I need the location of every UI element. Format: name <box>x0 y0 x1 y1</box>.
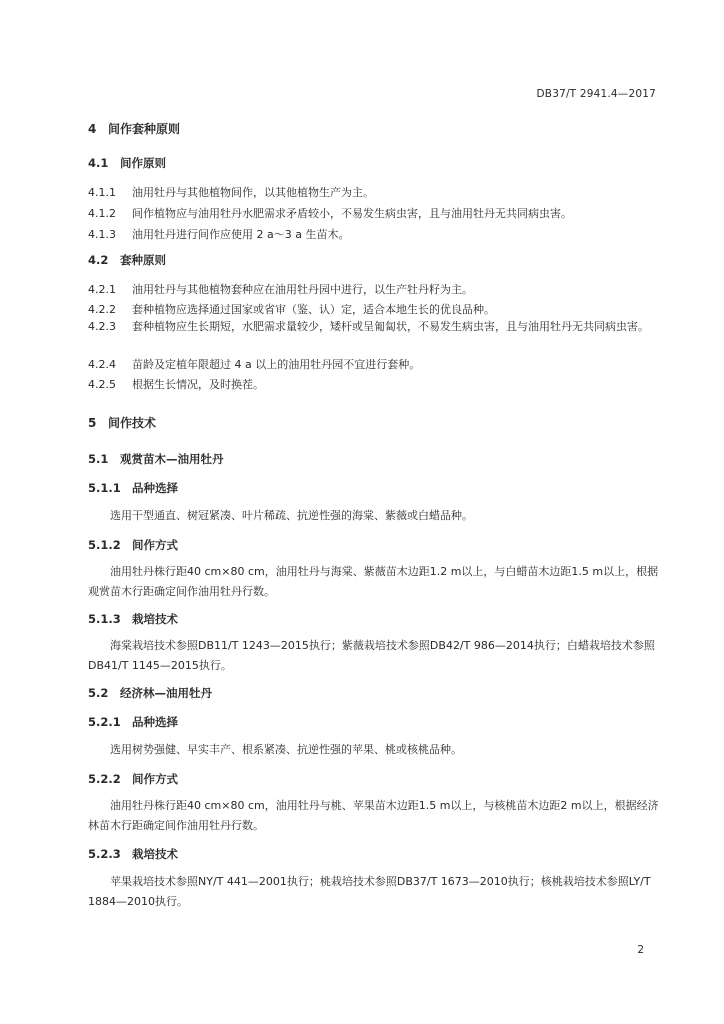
section-number: 5.1.1 <box>88 481 121 495</box>
section-number: 5 <box>88 416 97 430</box>
section-title: 间作方式 <box>132 772 178 786</box>
section-number: 4.1 <box>88 156 109 170</box>
clause-4-2-1 <box>88 281 473 297</box>
section-number: 5.2 <box>88 686 109 700</box>
section-title: 经济林—油用牡丹 <box>120 686 212 700</box>
section-title: 间作方式 <box>132 538 178 552</box>
page-number: 2 <box>637 944 644 956</box>
section-number: 4 <box>88 122 97 136</box>
section-5-2-2-heading <box>88 771 178 787</box>
clause-text: 油用牡丹与其他植物间作，以其他植物生产为主。 <box>132 186 374 199</box>
paragraph-5-2-2 <box>88 796 662 836</box>
section-5-2-3-heading <box>88 846 178 862</box>
paragraph-text: 选用干型通直、树冠紧凑、叶片稀疏、抗逆性强的海棠、紫薇或白蜡品种。 <box>110 509 473 522</box>
clause-text: 油用牡丹与其他植物套种应在油用牡丹园中进行，以生产牡丹籽为主。 <box>132 283 473 296</box>
section-5-2-1-heading <box>88 714 178 730</box>
clause-4-1-1 <box>88 184 374 200</box>
clause-text: 油用牡丹进行间作应使用 2 a～3 a 生苗木。 <box>132 228 350 241</box>
clause-4-1-2 <box>88 205 572 221</box>
paragraph-5-2-3 <box>88 872 662 912</box>
section-title: 观赏苗木—油用牡丹 <box>120 452 224 466</box>
paragraph-5-2-1 <box>88 740 662 760</box>
section-5-1-2-heading <box>88 537 178 553</box>
clause-number: 4.2.3 <box>88 320 116 333</box>
section-5-1-1-heading <box>88 480 178 496</box>
clause-text: 苗龄及定植年限超过 4 a 以上的油用牡丹园不宜进行套种。 <box>132 358 421 371</box>
paragraph-text: 选用树势强健、早实丰产、根系紧凑、抗逆性强的苹果、桃或核桃品种。 <box>110 743 462 756</box>
section-5-1-3-heading <box>88 611 178 627</box>
section-number: 5.2.2 <box>88 772 121 786</box>
section-4-2-heading <box>88 252 166 268</box>
section-title: 品种选择 <box>132 715 178 729</box>
section-5-heading <box>88 414 156 431</box>
clause-4-2-3 <box>88 316 662 337</box>
clause-number: 4.2.5 <box>88 378 116 391</box>
clause-4-2-5 <box>88 376 264 392</box>
section-number: 4.2 <box>88 253 109 267</box>
clause-number: 4.2.4 <box>88 358 116 371</box>
clause-number: 4.2.1 <box>88 283 116 296</box>
section-5-2-heading <box>88 685 212 701</box>
clause-4-2-4 <box>88 356 420 372</box>
document-code-header: DB37/T 2941.4—2017 <box>536 88 656 100</box>
clause-number: 4.2.2 <box>88 303 116 316</box>
clause-text: 间作植物应与油用牡丹水肥需求矛盾较小，不易发生病虫害，且与油用牡丹无共同病虫害。 <box>132 207 572 220</box>
paragraph-5-1-2 <box>88 562 662 602</box>
section-title: 间作技术 <box>108 416 157 430</box>
clause-4-1-3 <box>88 226 349 242</box>
paragraph-text: 油用牡丹株行距40 cm×80 cm，油用牡丹与海棠、紫薇苗木边距1.2 m以上，与白蜡苗木边距1.5 m以上，根据观赏苗木行距确定间作油用牡丹行数。 <box>88 565 659 598</box>
section-4-heading <box>88 120 180 137</box>
section-title: 套种原则 <box>120 253 166 267</box>
paragraph-text: 海棠栽培技术参照DB11/T 1243—2015执行；紫薇栽培技术参照DB42/T 986—2014执行；白蜡栽培技术参照DB41/T 1145—2015执行。 <box>88 639 655 672</box>
section-5-1-heading <box>88 451 224 467</box>
paragraph-5-1-3 <box>88 636 662 676</box>
section-number: 5.2.3 <box>88 847 121 861</box>
clause-number: 4.1.1 <box>88 186 116 199</box>
clause-text: 根据生长情况，及时换茬。 <box>132 378 264 391</box>
section-number: 5.1.3 <box>88 612 121 626</box>
section-title: 间作套种原则 <box>108 122 181 136</box>
clause-number: 4.1.3 <box>88 228 116 241</box>
paragraph-text: 苹果栽培技术参照NY/T 441—2001执行；桃栽培技术参照DB37/T 1673—2010执行；核桃栽培技术参照LY/T 1884—2010执行。 <box>88 875 651 908</box>
section-number: 5.2.1 <box>88 715 121 729</box>
section-title: 品种选择 <box>132 481 178 495</box>
section-number: 5.1 <box>88 452 109 466</box>
paragraph-5-1-1 <box>88 506 662 526</box>
section-title: 栽培技术 <box>132 612 178 626</box>
section-title: 间作原则 <box>120 156 166 170</box>
section-4-1-heading <box>88 155 166 171</box>
section-number: 5.1.2 <box>88 538 121 552</box>
clause-text: 套种植物应生长期短，水肥需求量较少，矮杆或呈匍匐状，不易发生病虫害，且与油用牡丹无共同病虫害。 <box>132 320 649 333</box>
paragraph-text: 油用牡丹株行距40 cm×80 cm，油用牡丹与桃、苹果苗木边距1.5 m以上，与核桃苗木边距2 m以上，根据经济林苗木行距确定间作油用牡丹行数。 <box>88 799 659 832</box>
clause-text: 套种植物应选择通过国家或省审（鉴、认）定，适合本地生长的优良品种。 <box>132 303 495 316</box>
section-title: 栽培技术 <box>132 847 178 861</box>
clause-4-2-2 <box>88 301 495 317</box>
clause-number: 4.1.2 <box>88 207 116 220</box>
